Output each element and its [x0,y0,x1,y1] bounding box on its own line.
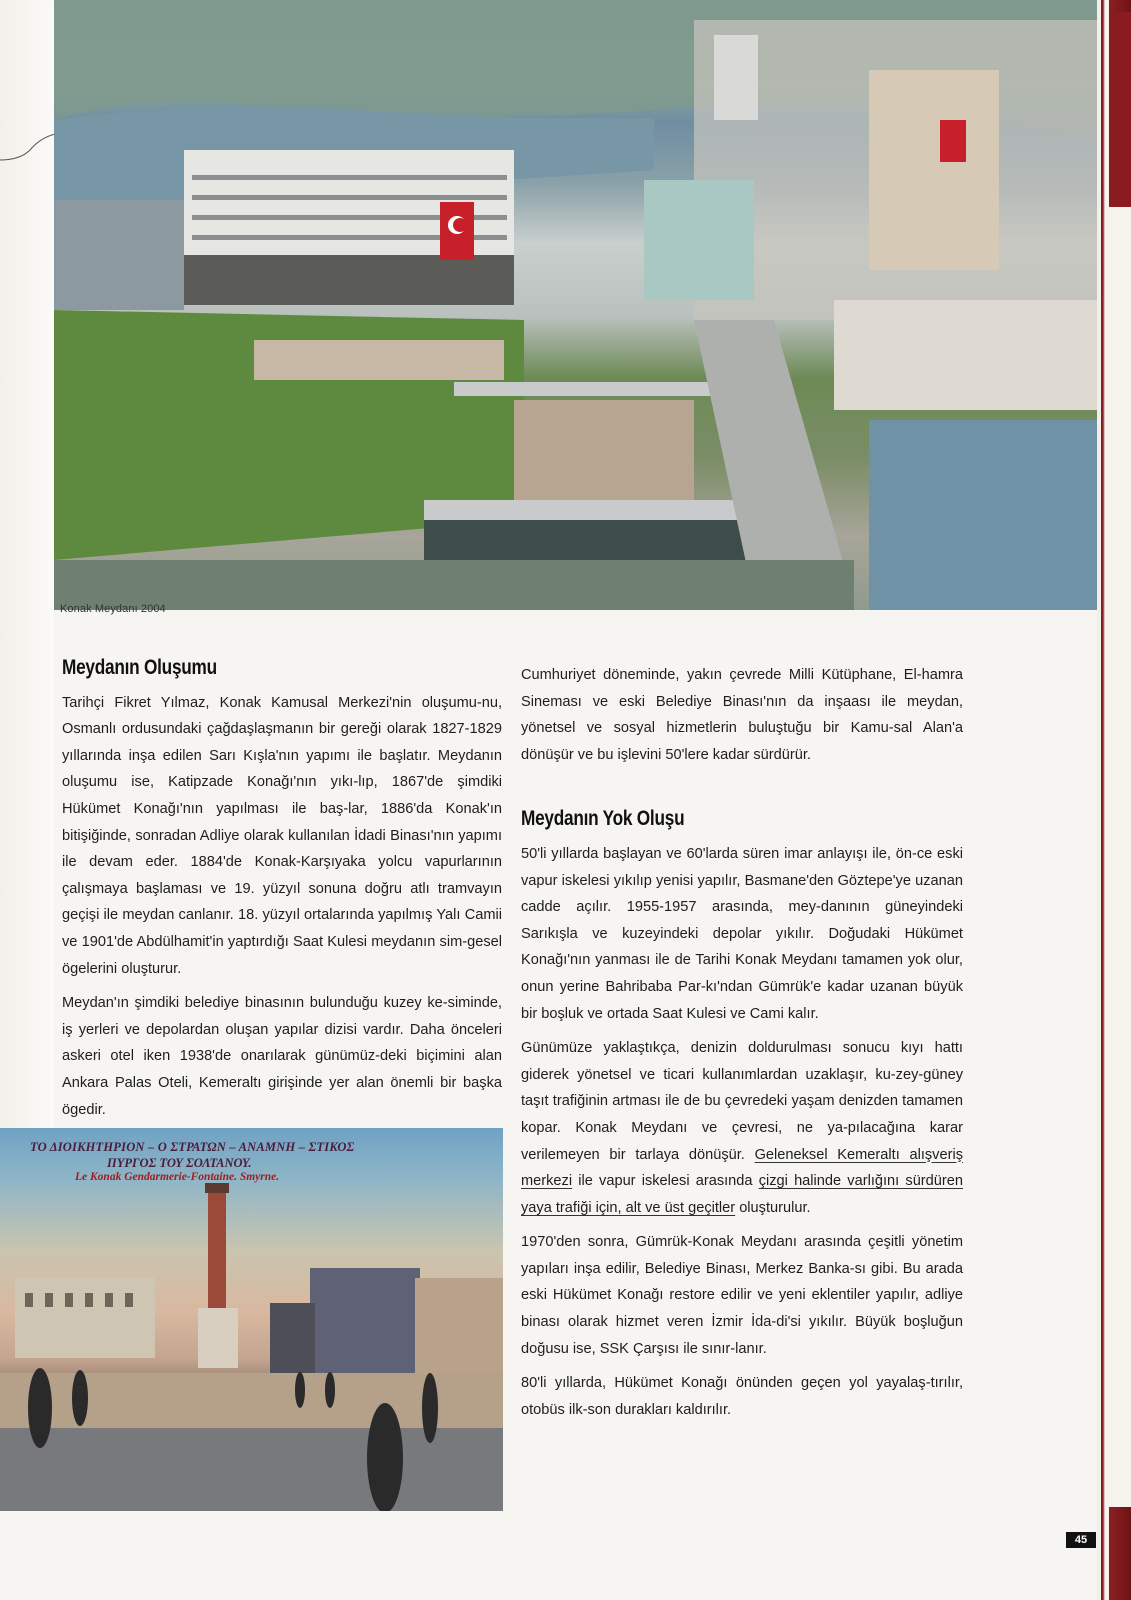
page-number: 45 [1066,1532,1096,1548]
postcard-illustration [0,1128,503,1511]
paragraph: 1970'den sonra, Gümrük-Konak Meydanı arasında çeşitli yönetim yapıları inşa edilir, Belediye Binası, Merkez Banka-sı gibi. Bu arada eski Hükümet Konağı restore edilir ve yeni eklentiler yapılır, adliye binası olarak hizmet veren İzmir İda-di'si yıkılır. Büyük boşluğun doğusu ise, SSK Çarşısı ile sınır-lanır. [521,1234,963,1357]
left-column [62,655,502,1131]
text-run: ile vapur iskelesi arasında [572,1173,759,1190]
right-column [521,662,963,1431]
binding-mark [0,130,60,190]
paragraph: 50'li yıllarda başlayan ve 60'larda süren imar anlayışı ile, ön-ce eski vapur iskelesi yıkılıp yenisi yapılır, Basmane'den Göztepe'ye uzanan cadde açılır. 1955-1957 arasında, mey-danının güneyindeki Sarıkışla ve kuzeyindeki depolar yıkılır. Doğudaki Hükümet Konağı'nın yanması ile de Tarihi Konak Meydanı tamamen yok olur, onun yerine Bahribaba Par-kı'ndan Gümrük'e kadar uzanan büyük bir boşluk ve ortada Saat Kulesi ve Cami kalır. [521,845,963,1022]
underlined-text: çizgi halinde varlığını sürdüren yaya trafiği için, alt ve üst geçitler [521,1173,963,1216]
clock-tower [208,1188,226,1313]
tower-building [714,35,758,120]
paragraph: Cumhuriyet döneminde, yakın çevrede Milli Kütüphane, El-hamra Sineması ve eski Belediye Binası'nın da inşaası ile meydan, yönetsel ve sosyal hizmetlerin buluştuğu bir Kamu-sal Alan'a dönüşür ve bu işlevini 50'lere kadar sürdürür. [521,667,963,763]
photo-caption: Konak Meydanı 2004 [60,603,166,615]
hero-photo-illustration [54,0,1097,610]
paragraph: Meydan'ın şimdiki belediye binasının bulunduğu kuzey ke-siminde, iş yerleri ve depolardan oluşan yapılar dizisi vardır. Daha önceleri askeri otel iken 1938'de onarılarak günümüz-deki biçimini alan Ankara Palas Oteli, Kemeraltı girişinde yer alan önemli bir başka ögedir. [62,995,502,1118]
section-heading-disappearance: Meydanın Yok Oluşu [521,807,685,831]
postcard-caption-greek-2: ΠΥΡΓΟΣ ΤΟΥ ΣΟΛΤΑΝΟΥ. [107,1156,252,1170]
section-heading-formation: Meydanın Oluşumu [62,656,217,679]
postcard-caption-greek: ΤΟ ΔΙΟΙΚΗΤΗΡΙΟΝ – Ο ΣΤΡΑΤΩΝ – ΑΝΑΜΝΗ – ΣΤΙΚΟΣ [30,1140,355,1154]
postcard-caption-french: Le Konak Gendarmerie-Fontaine. Smyrne. [75,1171,280,1183]
text-run: oluşturulur. [735,1199,811,1216]
historic-postcard [0,1128,503,1511]
foreground-figure [367,1403,403,1511]
paragraph-underlined [521,1035,963,1221]
underlined-text: Geleneksel Kemeraltı alışveriş merkezi [521,1146,963,1190]
blue-office-building [869,420,1097,610]
paragraph: Tarihçi Fikret Yılmaz, Konak Kamusal Merkezi'nin oluşumu-nu, Osmanlı ordusundaki çağdaşlaşmanın bir gereği olarak 1827-1829 yıllarında inşa edilen Sarı Kışla'nın yapımı ile başlatır. Meydanın oluşumu ise, Katipzade Konağı'nın yıkı-lıp, 1867'de şimdiki Hükümet Konağı'nın yapılması ile baş-lar, 1886'da Konak'ın bitişiğinde, sonradan Adliye olarak kullanılan İdadi Binası'nın yapımı ile devam eder. 1884'de Konak-Karşıyaka yolcu vapurlarının çalışmaya başlaması ve 19. yüzyıl sonuna doğru atlı tramvayın geçişi ile meydan canlanır. 18. yüzyıl ortalarında yapılmış Yalı Camii ve 1901'de Abdülhamit'in yaptırdığı Saat Kulesi meydanın sim-gesel ögelerini oluşturur. [62,694,502,977]
spine-cream-band [1109,207,1131,1507]
hero-photo-konak-square [54,0,1097,610]
text-run: Günümüze yaklaştıkça, denizin doldurulması sonucu kıyı hattı giderek yönetsel ve ticari kullanımlardan uzaklaşır, ku-zey-güney taşıt trafiğinin artması ile de bu çevredeki yaşam denizden tamamen kopar. Konak Meydanı ve çevresi, ne ya-pılacağına karar verilemeyen bir tarlaya dönüşür. [521,1040,963,1163]
spine-red-band [1109,12,1131,207]
paragraph: 80'li yıllarda, Hükümet Konağı önünden geçen yol yayalaş-tırılır, otobüs ilk-son durakları kaldırılır. [521,1375,963,1418]
turkish-flag-banner [940,120,966,162]
